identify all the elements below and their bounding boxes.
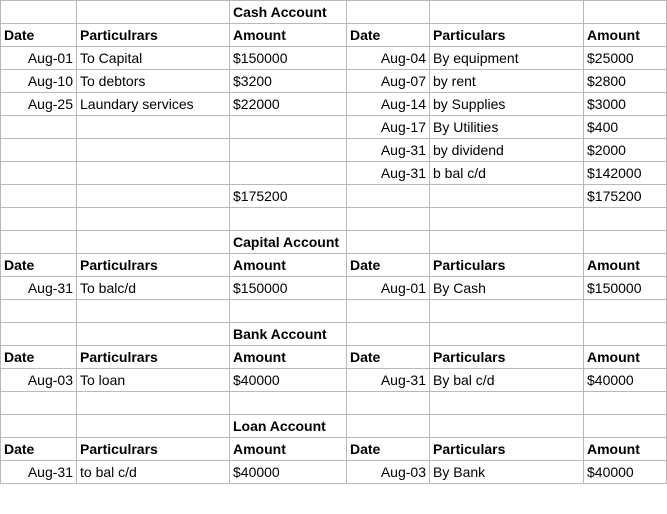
amount-cell[interactable] — [230, 139, 347, 162]
date-cell[interactable] — [1, 116, 77, 139]
table-row — [1, 116, 667, 139]
amount-cell[interactable]: $25000 — [584, 47, 667, 70]
loan-account-title[interactable]: Loan Account — [230, 415, 347, 438]
cell[interactable] — [584, 323, 667, 346]
date-cell[interactable]: Aug-25 — [1, 93, 77, 116]
cell[interactable] — [584, 231, 667, 254]
particulars-cell[interactable]: To balc/d — [77, 277, 230, 300]
cash-title-row — [1, 1, 667, 24]
date-cell[interactable]: Aug-31 — [347, 139, 430, 162]
date-cell[interactable]: Aug-07 — [347, 70, 430, 93]
bank-account-title[interactable]: Bank Account — [230, 323, 347, 346]
capital-header-row — [1, 254, 667, 277]
amount-cell[interactable] — [230, 162, 347, 185]
cell[interactable] — [77, 300, 230, 323]
bank-title-row — [1, 323, 667, 346]
particulars-cell[interactable]: by rent — [430, 70, 584, 93]
table-row — [1, 139, 667, 162]
particulars-cell[interactable]: b bal c/d — [430, 162, 584, 185]
amount-cell[interactable]: $142000 — [584, 162, 667, 185]
cell[interactable] — [347, 1, 430, 24]
header-amount[interactable]: Amount — [230, 438, 347, 461]
table-row — [1, 461, 667, 484]
cell[interactable] — [347, 323, 430, 346]
header-date[interactable]: Date — [1, 438, 77, 461]
table-row — [1, 47, 667, 70]
header-date[interactable]: Date — [1, 254, 77, 277]
cash-total-credit[interactable]: $175200 — [584, 185, 667, 208]
cell[interactable] — [347, 208, 430, 231]
cell[interactable] — [77, 415, 230, 438]
spacer-row — [1, 392, 667, 415]
date-cell[interactable]: Aug-31 — [347, 162, 430, 185]
header-date[interactable]: Date — [347, 346, 430, 369]
cash-header-row — [1, 24, 667, 47]
cell[interactable] — [584, 415, 667, 438]
header-particulars[interactable]: Particulars — [430, 346, 584, 369]
header-amount[interactable]: Amount — [584, 254, 667, 277]
particulars-cell[interactable]: By equipment — [430, 47, 584, 70]
particulars-cell[interactable]: to bal c/d — [77, 461, 230, 484]
cell[interactable] — [584, 392, 667, 415]
cell[interactable] — [77, 323, 230, 346]
cell[interactable] — [230, 208, 347, 231]
date-cell[interactable]: Aug-01 — [1, 47, 77, 70]
date-cell[interactable]: Aug-03 — [1, 369, 77, 392]
header-date[interactable]: Date — [1, 24, 77, 47]
header-amount[interactable]: Amount — [230, 346, 347, 369]
cell[interactable] — [430, 415, 584, 438]
particulars-cell[interactable]: To debtors — [77, 70, 230, 93]
table-row — [1, 70, 667, 93]
cell[interactable] — [430, 1, 584, 24]
cash-total-debit[interactable]: $175200 — [230, 185, 347, 208]
header-date[interactable]: Date — [347, 438, 430, 461]
header-date[interactable]: Date — [1, 346, 77, 369]
cell[interactable] — [430, 185, 584, 208]
particulars-cell[interactable] — [77, 139, 230, 162]
amount-cell[interactable]: $3000 — [584, 93, 667, 116]
date-cell[interactable]: Aug-01 — [347, 277, 430, 300]
header-particulars[interactable]: Particulrars — [77, 438, 230, 461]
cash-total-row — [1, 185, 667, 208]
date-cell[interactable]: Aug-17 — [347, 116, 430, 139]
particulars-cell[interactable]: To Capital — [77, 47, 230, 70]
particulars-cell[interactable]: By Cash — [430, 277, 584, 300]
cell[interactable] — [77, 231, 230, 254]
header-amount[interactable]: Amount — [230, 254, 347, 277]
cell[interactable] — [77, 1, 230, 24]
header-particulars[interactable]: Particulrars — [77, 346, 230, 369]
cell[interactable] — [347, 231, 430, 254]
amount-cell[interactable]: $2000 — [584, 139, 667, 162]
cell[interactable] — [347, 392, 430, 415]
cell[interactable] — [584, 208, 667, 231]
cell[interactable] — [1, 1, 77, 24]
cell[interactable] — [347, 185, 430, 208]
bank-header-row — [1, 346, 667, 369]
cell[interactable] — [1, 323, 77, 346]
cell[interactable] — [430, 231, 584, 254]
header-particulars[interactable]: Particulars — [430, 24, 584, 47]
particulars-cell[interactable]: by dividend — [430, 139, 584, 162]
cell[interactable] — [77, 185, 230, 208]
spacer-row — [1, 208, 667, 231]
date-cell[interactable]: Aug-14 — [347, 93, 430, 116]
amount-cell[interactable] — [230, 116, 347, 139]
header-particulars[interactable]: Particulars — [430, 254, 584, 277]
date-cell[interactable]: Aug-10 — [1, 70, 77, 93]
amount-cell[interactable]: $150000 — [230, 47, 347, 70]
particulars-cell[interactable]: By Utilities — [430, 116, 584, 139]
header-date[interactable]: Date — [347, 254, 430, 277]
table-row — [1, 369, 667, 392]
capital-title-row — [1, 231, 667, 254]
table-row — [1, 277, 667, 300]
cell[interactable] — [347, 415, 430, 438]
cell[interactable] — [1, 208, 77, 231]
date-cell[interactable]: Aug-31 — [1, 277, 77, 300]
date-cell[interactable] — [1, 139, 77, 162]
date-cell[interactable]: Aug-31 — [1, 461, 77, 484]
amount-cell[interactable]: $40000 — [584, 369, 667, 392]
particulars-cell[interactable] — [77, 116, 230, 139]
amount-cell[interactable]: $400 — [584, 116, 667, 139]
header-particulars[interactable]: Particulrars — [77, 254, 230, 277]
cell[interactable] — [347, 300, 430, 323]
header-amount[interactable]: Amount — [584, 24, 667, 47]
amount-cell[interactable]: $150000 — [584, 277, 667, 300]
amount-cell[interactable]: $150000 — [230, 277, 347, 300]
amount-cell[interactable]: $40000 — [230, 369, 347, 392]
header-amount[interactable]: Amount — [584, 346, 667, 369]
amount-cell[interactable]: $40000 — [584, 461, 667, 484]
table-row — [1, 162, 667, 185]
cash-account-title[interactable]: Cash Account — [230, 1, 347, 24]
cell[interactable] — [77, 208, 230, 231]
amount-cell[interactable]: $40000 — [230, 461, 347, 484]
date-cell[interactable] — [1, 162, 77, 185]
cell[interactable] — [1, 392, 77, 415]
loan-header-row — [1, 438, 667, 461]
particulars-cell[interactable] — [77, 162, 230, 185]
header-amount[interactable]: Amount — [584, 438, 667, 461]
particulars-cell[interactable]: By bal c/d — [430, 369, 584, 392]
particulars-cell[interactable]: To loan — [77, 369, 230, 392]
cell[interactable] — [77, 392, 230, 415]
cell[interactable] — [430, 323, 584, 346]
header-particulars[interactable]: Particulrars — [77, 24, 230, 47]
loan-title-row — [1, 415, 667, 438]
cell[interactable] — [430, 300, 584, 323]
header-date[interactable]: Date — [347, 24, 430, 47]
cell[interactable] — [230, 300, 347, 323]
cell[interactable] — [1, 231, 77, 254]
particulars-cell[interactable]: By Bank — [430, 461, 584, 484]
cell[interactable] — [230, 392, 347, 415]
capital-account-title[interactable]: Capital Account — [230, 231, 347, 254]
amount-cell[interactable]: $2800 — [584, 70, 667, 93]
cell[interactable] — [584, 1, 667, 24]
header-amount[interactable]: Amount — [230, 24, 347, 47]
date-cell[interactable]: Aug-04 — [347, 47, 430, 70]
cell[interactable] — [1, 185, 77, 208]
table-row — [1, 93, 667, 116]
particulars-cell[interactable]: Laundary services — [77, 93, 230, 116]
cell[interactable] — [430, 392, 584, 415]
particulars-cell[interactable]: by Supplies — [430, 93, 584, 116]
cell[interactable] — [430, 208, 584, 231]
cell[interactable] — [1, 300, 77, 323]
cell[interactable] — [1, 415, 77, 438]
date-cell[interactable]: Aug-31 — [347, 369, 430, 392]
amount-cell[interactable]: $22000 — [230, 93, 347, 116]
amount-cell[interactable]: $3200 — [230, 70, 347, 93]
date-cell[interactable]: Aug-03 — [347, 461, 430, 484]
spacer-row — [1, 300, 667, 323]
header-particulars[interactable]: Particulars — [430, 438, 584, 461]
cell[interactable] — [584, 300, 667, 323]
